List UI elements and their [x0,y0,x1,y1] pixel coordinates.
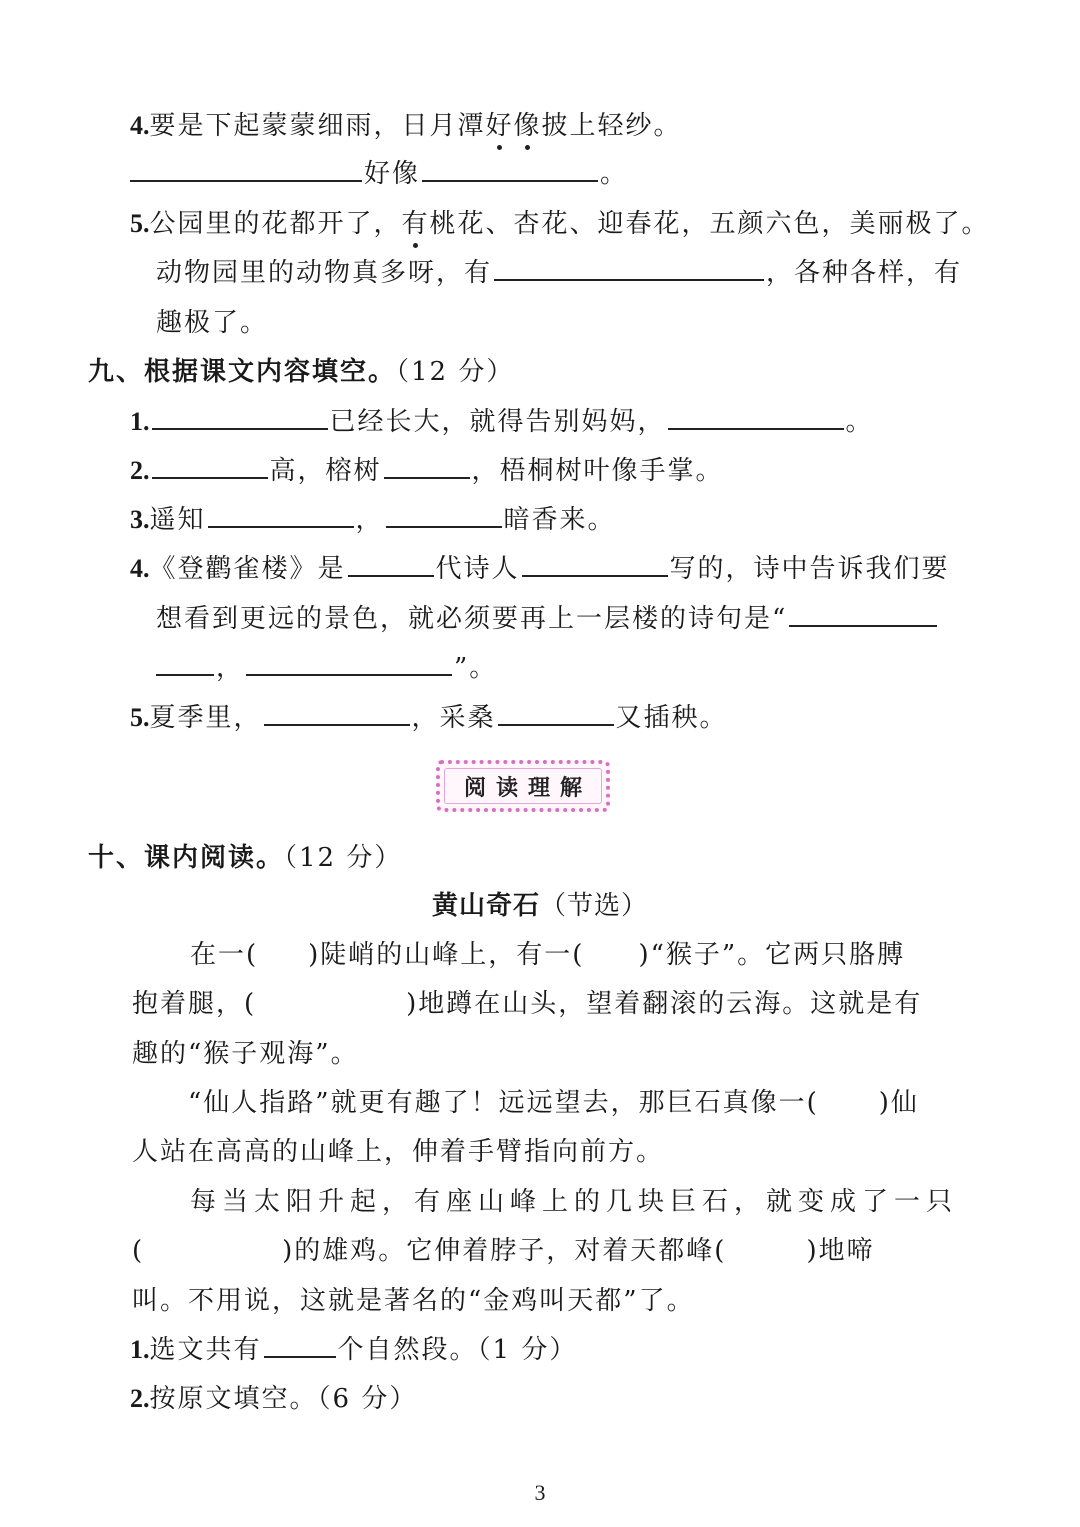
q9-item4-comma: ， [216,653,245,683]
q9-item5-blank-1[interactable] [264,702,410,726]
q8-item4-dotted-char: 好 [485,111,514,141]
passage-p3-line2 [132,1235,875,1267]
q10-sub1 [130,1334,577,1366]
q9-item1-blank-2[interactable] [668,406,844,430]
q8-item5-sentence: 公园里的花都开了， [149,209,402,239]
passage-text: )地蹲在山头，望着翻滚的云海。这就是有 [406,989,923,1019]
q9-item5-number: 5. [130,703,150,732]
passage-title [0,890,1080,922]
q9-item2 [130,455,724,487]
passage-text: “仙人指路”就更有趣了！远远望去，那巨石真像一( [188,1088,819,1118]
q9-item1 [130,406,874,438]
section-9-heading [88,356,514,388]
passage-p3-line1: 每当太阳升起，有座山峰上的几块巨石，就变成了一只 [190,1187,959,1217]
q9-item3-number: 3. [130,505,150,534]
q9-item4-text: 《登鹳雀楼》是 [149,554,346,584]
q9-item3-comma: ， [355,505,384,535]
q9-item5-blank-2[interactable] [498,702,614,726]
q9-item4-text-3: 写的，诗中告诉我们要 [669,554,950,584]
q10-sub1-blank[interactable] [264,1334,336,1358]
q8-item4-sentence: 要是下起蒙蒙细雨，日月潭 [149,111,486,141]
q10-sub2-text: 按原文填空。 [149,1384,318,1414]
passage-p1-line1 [190,939,905,971]
q10-sub1-text-2: 个自然段。 [337,1335,478,1365]
reading-comprehension-banner [436,760,610,812]
q10-sub1-number: 1. [130,1335,150,1364]
q8-item5-line3: 趣极了。 [156,308,269,338]
section-10-title: 十、课内阅读。 [88,843,285,873]
q9-item5 [130,702,728,734]
passage-text: 在一( [190,940,259,970]
q9-item5-end: 又插秧。 [615,703,728,733]
passage-p1-line2 [132,988,922,1020]
section-10-heading [88,842,402,874]
q9-item1-blank-1[interactable] [152,406,328,430]
q10-sub2-number: 2. [130,1384,150,1413]
q8-item4-fill-end: 。 [600,159,629,189]
passage-title-text: 黄山奇石 [431,891,540,921]
q9-item3-end: 暗香来。 [503,505,616,535]
q9-item4-blank-poet[interactable] [522,553,668,577]
q8-item4-number: 4. [130,111,150,140]
banner-label: 阅读理解 [463,775,592,801]
q8-item4-dotted-char: 像 [513,111,542,141]
q9-item4-line1 [130,553,950,585]
q9-item4-blank-verse-1[interactable] [789,603,937,627]
q9-item4-line3 [154,652,497,684]
q10-sub1-points: （1 分） [477,1335,578,1365]
q8-item4-line1 [130,110,682,142]
passage-text: )地啼 [806,1236,875,1266]
q10-sub2 [130,1383,417,1415]
q8-item5-line1 [130,208,990,240]
q9-item5-text-2: ，采桑 [411,703,496,733]
passage-text: )仙 [878,1088,919,1118]
q9-item4-blank-dynasty[interactable] [348,553,434,577]
q9-item5-text: 夏季里， [149,703,262,733]
q9-item4-blank-verse-2[interactable] [246,652,452,676]
passage-text: )陡峭的山峰上，有一( [308,940,585,970]
passage-text: 抱着腿，( [132,989,257,1019]
q9-item4-number: 4. [130,554,150,583]
passage-text: ( [132,1236,145,1266]
q8-item4-blank-2[interactable] [422,158,598,182]
q9-item4-blank-verse-1-cont[interactable] [156,652,214,676]
q9-item2-text: 高，榕树 [269,456,382,486]
q8-item5-number: 5. [130,209,150,238]
q9-item1-end: 。 [845,407,874,437]
passage-text: )“猴子”。它两只胳膊 [638,940,906,970]
q8-item5-prompt: 动物园里的动物真多呀，有 [156,258,493,288]
q9-item3-blank-2[interactable] [386,504,502,528]
q9-item1-number: 1. [130,407,150,436]
q9-item2-number: 2. [130,456,150,485]
q9-item2-end: ，梧桐树叶像手掌。 [471,456,724,486]
q9-item1-text: 已经长大，就得告别妈妈， [329,407,666,437]
q9-item4-close-quote: ”。 [454,653,498,683]
passage-p2-line2: 人站在高高的山峰上，伸着手臂指向前方。 [132,1137,665,1167]
passage-title-sub: （节选） [540,891,649,921]
q8-item5-sentence-end: 桃花、杏花、迎春花，五颜六色，美丽极了。 [429,209,990,239]
passage-text: )的雄鸡。它伸着脖子，对着天都峰( [282,1236,727,1266]
q8-item4-blank-1[interactable] [130,158,362,182]
q9-item4-prompt: 想看到更远的景色，就必须要再上一层楼的诗句是“ [156,604,788,634]
q9-item4-line2 [156,603,939,635]
passage-p2-line1 [188,1087,919,1119]
q8-item5-dotted-char: 有 [401,209,430,239]
q8-item5-blank[interactable] [494,257,764,281]
q8-item4-line2 [128,158,628,190]
q8-item4-fill-word: 好像 [364,159,421,189]
section-10-points: （12 分） [284,843,403,873]
q9-item2-blank-1[interactable] [152,455,268,479]
q8-item4-sentence-end: 披上轻纱。 [541,111,682,141]
page-number: 3 [534,1480,546,1505]
q10-sub2-points: （6 分） [317,1384,418,1414]
q9-item3 [130,504,616,536]
q9-item3-text: 遥知 [149,505,206,535]
q8-item5-prompt-end: ，各种各样，有 [766,258,963,288]
passage-p1-line3: 趣的“猴子观海”。 [132,1039,359,1069]
q9-item4-text-2: 代诗人 [435,554,520,584]
section-9-points: （12 分） [396,357,515,387]
q8-item5-line2 [156,257,962,289]
q9-item2-blank-2[interactable] [384,455,470,479]
section-9-title: 九、根据课文内容填空。 [88,357,397,387]
passage-p3-line3: 叫。不用说，这就是著名的“金鸡叫天都”了。 [132,1286,695,1316]
q10-sub1-text: 选文共有 [149,1335,262,1365]
q9-item3-blank-1[interactable] [208,504,354,528]
